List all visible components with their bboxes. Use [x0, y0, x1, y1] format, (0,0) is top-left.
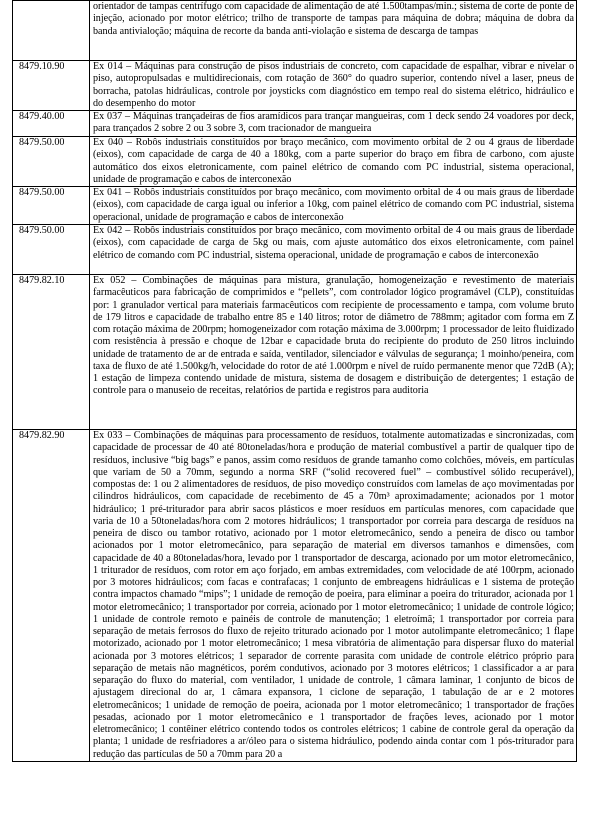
ncm-code-cell	[13, 1, 90, 61]
description-cell: Ex 040 – Robôs industriais constituídos por braço mecânico, com movimento orbital de 2 ou 4 graus de liberdade (eixos), com capacidade de carga de 40 a 180kg, com a parte superior do braço em fibra de carbono, com ajuste automático dos eixos eletronicamente, com painel elétrico de comando com PC industrial, sistema operacional, unidade de programação e cabos de interconexão	[90, 137, 577, 187]
description-cell: orientador de tampas centrífugo com capacidade de alimentação de até 1.500tampas/min.; sistema de corte de ponte de injeção, acionado por motor elétrico; trilho de transporte de tampas para máquina de dobra; máquina de dobra da banda antivialoção; máquina de recorte da banda anti-violação e sistema de descarga de tampas	[90, 1, 577, 61]
table-row	[13, 225, 577, 275]
description-cell: Ex 042 – Robôs industriais constituídos por braço mecânico, com movimento orbital de 4 ou mais graus de liberdade (eixos), com capacidade de carga de 5kg ou mais, com ajuste automático dos eixos eletronicamente, com painel elétrico de comando com PC industrial, sistema operacional, unidade de programação e cabos de interconexão	[90, 225, 577, 275]
table-row	[13, 61, 577, 111]
ncm-code-cell: 8479.82.90	[13, 430, 90, 762]
table-row	[13, 187, 577, 225]
ncm-code-cell: 8479.50.00	[13, 137, 90, 187]
table-row	[13, 430, 577, 762]
description-cell: Ex 014 – Máquinas para construção de pisos industriais de concreto, com capacidade de espalhar, vibrar e nivelar o piso, autopropulsadas e multidirecionais, com rotação de 360° do quadro superior, contendo nível a laser, pneus de borracha, patolas hidráulicas, controle por joysticks com diagnóstico em tempo real do sistema elétrico, hidráulico e do desempenho do motor	[90, 61, 577, 111]
table-row	[13, 111, 577, 137]
table-row	[13, 137, 577, 187]
ncm-code-cell: 8479.82.10	[13, 275, 90, 430]
description-cell: Ex 033 – Combinações de máquinas para processamento de resíduos, totalmente automatizadas e sincronizadas, com capacidade de processar de 40 até 80toneladas/hora e produção de material combustível a partir de qualquer tipo de resíduos, inclusive “big bags” e panos, assim como resíduos de grande tamanho como colchões, móveis, em partículas que variam de 50 a 70mm, segundo a norma SRF (“solid recovered fuel” – combustível sólido recuperável), compostas de: 1 ou 2 alimentadores de resíduos, de piso movediço construídos com lamelas de aço movimentadas por cilindros hidráulicos, com capacidade de recebimento de 45 a 70m³ aproximadamente; acionados por 1 motor hidráulico; 1 pré-triturador para abrir sacos plásticos e moer resíduos em partículas menores, com capacidade que varia de 10 a 50toneladas/hora com 2 motores hidráulicos; 1 transportador por correia para descarga de resíduos na peneira de disco ou tambor rotativo, acionado por 1 motor eletromecânico, sendo a peneira de disco ou tambor acionados por 1 motor eletromecânico, para separação de material em diversos tamanhos e dimensões, com capacidade de 40 a 80toneladas/hora, levado por 1 transportador de descarga, acionado por um motor eletromecânico, 1 triturador de resíduos, com rotor em aço forjado, em ambas extremidades, com velocidade de até 100rpm, acionado por 3 motores hidráulicos; com facas e contrafacas; 1 conjunto de embreagens hidráulicas e 1 sistema de proteção contra impactos chamado “mips”; 1 unidade de remoção de poeira, para eliminar a poeira do triturador, acionada por 1 motor eletromecânico; 1 transportador por correia, acionado por 1 motor eletromecânico; 1 unidade de controle lógico; 1 unidade de controle remoto e painéis de controle de manutenção; 1 eletroímã; 1 transportador por correia para separação de metais ferrosos do fluxo de rejeito triturado acionado por 1 motor autolimpante eletromecânico; 1 flape motorizado, acionado por 1 motor eletromecânico; 1 mesa vibratória de alimentação para dispersar fluxo do material acionada por 3 motores elétricos; 1 separador de corrente parasita com unidade de controle elétrico próprio para separação de metais não magnéticos, porém condutivos, acionado por 3 motores elétricos; 1 classificador a ar para separação do fluxo do material, com ventilador, 1 unidade de controle, 1 câmara laminar, 1 conjunto de bicos de ajustagem direcional do ar, 1 câmara expansora, 1 ciclone de separação, 1 tabulação de ar e 2 motores eletromecânicos; 1 unidade de remoção de poeira, acionada por 1 motor eletromecânico; 1 transportador de frações pesadas, acionado por 1 motor eletromecânico e 1 transportador de frações leves, acionado por 1 motor eletromecânico; 1 contêiner elétrico contendo todos os controles elétricos; 1 cabine de controle geral da operação da planta; 1 unidade de resfriadores a ar/óleo para o sistema hidráulico, podendo ainda contar com 1 pós-triturador para redução das partículas de 50 a 70mm para 20 a	[90, 430, 577, 762]
description-cell: Ex 041 – Robôs industriais constituídos por braço mecânico, com movimento orbital de 4 ou mais graus de liberdade (eixos), com capacidade de carga igual ou inferior a 10kg, com painel elétrico de comando com PC industrial, sistema operacional, unidade de programação e cabos de interconexão	[90, 187, 577, 225]
ncm-code-cell: 8479.10.90	[13, 61, 90, 111]
ncm-code-cell: 8479.50.00	[13, 225, 90, 275]
description-cell: Ex 052 – Combinações de máquinas para mistura, granulação, homogeneização e revestimento de materiais farmacêuticos para fabricação de comprimidos e “pellets”, com controlador lógico programável (CLP), constituídas por: 1 granulador vertical para materiais farmacêuticos com recipiente de processamento e tampa, com volume bruto de 179 litros e capacidade de trabalho entre 85 e 140 litros; rotor de diâmetro de 788mm; agitador com forma em Z com rotação máxima de 200rpm; homogeneizador com rotação máxima de 3.000rpm; 1 processador de leito fluidizado com resistência à pressão e choque de 12bar e capacidade bruta do recipiente do produto de 250 litros incluindo unidade de tratamento de ar de entrada e saída, ventilador, silenciador e válvulas de segurança; 1 moinho/peneira, com taxa de fluxo de até 1.500kg/h, velocidade do rotor de até 1.000rpm e nível de ruído permanente menor que 72dB (A); 1 estação de limpeza contendo unidade de mistura, sistema de dosagem e distribuição de detergentes; 1 estação de controle para o manuseio de receitas, relatórios de partida e registros para auditoria	[90, 275, 577, 430]
ncm-ex-tariff-table	[12, 0, 577, 762]
ncm-code-cell: 8479.50.00	[13, 187, 90, 225]
table-row	[13, 1, 577, 61]
ncm-code-cell: 8479.40.00	[13, 111, 90, 137]
description-cell: Ex 037 – Máquinas trançadeiras de fios aramídicos para trançar mangueiras, com 1 deck sendo 24 voadores por deck, para trançados 2 sobre 2 ou 3 sobre 3, com tracionador de mangueira	[90, 111, 577, 137]
table-row	[13, 275, 577, 430]
ncm-ex-tariff-table-page	[12, 0, 577, 762]
